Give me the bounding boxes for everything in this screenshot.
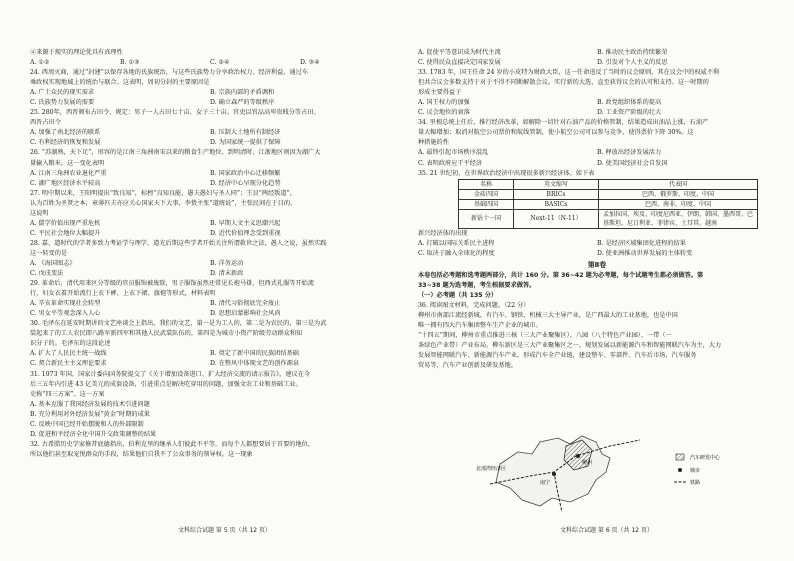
q24-options — [30, 88, 390, 98]
question-30: 30. 毛泽东在延安时期讲的文艺座谈会上指出，我们的文艺，第一是为工人的，第二是为农民的，第三是为武 — [30, 320, 327, 328]
q27-options — [30, 219, 390, 229]
text-line: 形成主要得益于 — [418, 89, 462, 97]
question-36: 36. 阅读图文材料，完成问题。（22 分） — [418, 301, 530, 309]
option: D. 确立森严的等级秩序 — [210, 99, 275, 107]
option: B. 早期人文主义思潮兴起 — [210, 219, 281, 227]
table-cell: 巴西、俄罗斯、印度、中国 — [599, 189, 758, 199]
option: A. 儒学价值出现严重危机 — [30, 219, 101, 227]
page-footer: 文科综合试题 第 5 页（共 12 页） — [178, 527, 271, 534]
option: A. 促使平等意识成为时代主流 — [418, 49, 501, 56]
question-28: 28. 嘉、道时代的学者多致力考证学与理学，道光后期这些学者开始关注所谓救世之法，愚人之说，虽然实践 — [30, 239, 327, 247]
option: D. 使亚洲推动世界发展的主体转变 — [597, 249, 693, 257]
section-description: 33~38 题为选考题，考生根据要求做答。 — [418, 281, 536, 289]
table-cell: 巴西、南非、印度、中国 — [599, 199, 758, 209]
option: C. 平民社会地位大幅提升 — [30, 229, 101, 237]
option: C. 湖广地区经济水平较高 — [30, 179, 101, 187]
q29-options — [30, 299, 390, 309]
option: A. 打破以国际关系民主进程 — [418, 239, 495, 247]
region-label: 北部湾经济区 — [476, 466, 507, 472]
city-marker — [552, 472, 556, 476]
option: D. ③④ — [300, 59, 320, 67]
legend-label: 城市 — [690, 468, 701, 474]
option: D. 思想启蒙影响社会风尚 — [210, 310, 281, 318]
q25-options — [30, 138, 390, 148]
option: B. 充分利用对外经济发展“黄金”时期的成果 — [30, 410, 150, 418]
text-line: 新兴经济体的出现 — [418, 229, 468, 237]
text-line: 行，妇女衣着开始流行上衣下裤、上衣下裙、旗袍等形式，材料表明 — [30, 290, 216, 298]
option: C. 取决于融入全球化的程度 — [418, 249, 495, 257]
option: C. 议会地位的衰落 — [418, 109, 470, 117]
option: B. 国家政治中心迁移频繁 — [210, 169, 281, 177]
table-header-cell: 名称 — [459, 179, 514, 189]
option: D. 在整风中体现文艺的创作源泉 — [210, 360, 300, 368]
legend-hatch — [676, 454, 684, 460]
q33-options — [418, 98, 776, 108]
text-line: 西晋占田令 — [30, 119, 61, 127]
question-26: 26. “苏湖熟，天下足”，形容的是江南三角洲南宋以来的粮食生产地位。到明清时，江浙地区则因为湖广大 — [30, 149, 321, 157]
option: A. 辛亥革命实现社会转型 — [30, 300, 101, 308]
option: C. 男女平等观念深入人心 — [30, 310, 101, 318]
option: A. 江南三角洲农业退化严重 — [30, 169, 107, 177]
option: D. 经济中心呈现分化趋势 — [210, 179, 281, 187]
text-line: 量大幅增加；取消对航空公司票价和航线管制，使小航空公司可以参与竞争，使得票价下降 30%。这 — [418, 129, 694, 137]
option: A. 最终引起市场秩序混乱 — [418, 149, 489, 157]
table-header-row — [459, 179, 758, 189]
core-label: 柳州 — [582, 460, 593, 466]
text-line: 这一转变的是 — [30, 249, 68, 257]
question-24: 24. 西周灭商，通过“封建”以保存各地的氏族统治，与这些氏族势力分享政治权力、经济利益，通过车 — [30, 69, 309, 77]
section-title: 第Ⅱ卷 — [587, 260, 607, 269]
table-row — [459, 189, 758, 199]
q26-options — [30, 169, 390, 179]
emerging-economies-table — [458, 179, 758, 229]
liuzhou-map — [470, 424, 760, 516]
question-29: 29. 革命后，清代用来区分等级的官员服饰被废除，男子服饰虽然还常见长袍马褂，但西式礼服等开始流 — [30, 280, 315, 288]
material-line: 贸易等，汽车产业创新及研发基地。 — [418, 362, 517, 370]
option: B. 推动民主政治持续繁荣 — [597, 49, 668, 56]
text-line: ④来源于现实的理论优具有真理性 — [30, 49, 123, 56]
table-header-cell: 英文缩写 — [514, 179, 599, 189]
option: B. 奠定了新中国的民族团结基础 — [210, 350, 299, 358]
text-line: 但共合议会多数支持于对于不得不同断解散会议。实行新的大选，直至获得议会的认可和支持。这一时期的 — [418, 79, 709, 87]
right-column — [418, 48, 776, 371]
legend-city-icon — [678, 468, 682, 472]
section-description: 本卷包括必考题和选考题两部分，共计 160 分。第 36~42 题为必考题，每个试题考生都必须做答。第 — [418, 271, 704, 279]
table-cell: 新钻十一国 — [459, 209, 514, 228]
material-line: 发展智能网联汽车、新能源汽车产业，形成汽车全产业链，建设整车、零部件、汽车后市场，汽车服务 — [418, 352, 697, 360]
text-line: 量输入粮米。这一变化表明 — [30, 159, 105, 167]
legend-label: 汽车研发中心 — [690, 455, 721, 461]
q24-options — [30, 98, 390, 108]
text-line: 认为百姓为圣贤之本，章薄匹夫亦应关心国家天下大事，李贽主张“道统说”，主张民间在于目的。 — [30, 199, 297, 207]
option: B. 压制大土地所有制经济 — [210, 129, 281, 137]
option: C. 有利经济的恢复和发展 — [30, 139, 101, 147]
option: A. 加强了南北经济的联系 — [30, 129, 101, 137]
option: B. 是经济区域集团化进程的结果 — [597, 239, 686, 247]
q34-options — [418, 148, 776, 158]
text-line: 所以他们甚至取宠悦群众的手段，结果他们自我不了公众事务的领导权。这一现象 — [30, 450, 253, 458]
option: B. 释放出经济发展活力 — [597, 149, 662, 157]
option: C. ②④ — [210, 59, 230, 67]
option: D. 为国家统一提供了保障 — [210, 139, 281, 147]
q23-options — [30, 58, 390, 68]
text-line: 种措施的性 — [418, 139, 449, 147]
left-column — [30, 48, 390, 460]
material-line: “十四五”期间，柳州市重点推进三核（三大产业聚集区）、八园（八个特色产业园）、一带（一 — [418, 332, 672, 340]
option: B. 政党组织体系的提高 — [597, 99, 662, 107]
option: A. 《海国图志》 — [30, 259, 76, 267]
material-line: 唯一拥有四大汽车集团整车生产企业的城市。 — [418, 321, 542, 329]
option: A. 广土众民的现实需求 — [30, 89, 95, 97]
option: B. 宗族内部的矛盾调和 — [210, 89, 275, 97]
table-header-cell: 代表国 — [599, 179, 758, 189]
option: D. 使美国经济社会自发国 — [597, 159, 668, 167]
option: A. 国王权力的加强 — [418, 99, 470, 107]
option: C. 反映中国已经开始摆脱和人的外部限制 — [30, 420, 144, 428]
table-row — [459, 209, 758, 228]
option: C. 使得民众直接决定国家发展 — [418, 59, 501, 67]
text-line: 装起来了的工人农民即八路军新四军和其他人民武装队伍的，第四是为城市小资产阶级劳动群众和知 — [30, 330, 303, 338]
q35-options — [418, 249, 776, 259]
option: D. 促进和平经济全化中国升交政策调整的结果 — [30, 430, 157, 438]
q35-options — [418, 239, 776, 249]
question-27: 27. 明中期以来，王阳明提出“致良知”，标榜“良知良能，愚夫愚妇与圣人同”；王艮“两经叛道”， — [30, 189, 296, 197]
table-cell: Next-11（N-11） — [514, 209, 599, 228]
option: C. 戊戌变法 — [30, 270, 64, 278]
option: A. 扩大了人民民主统一战线 — [30, 350, 107, 358]
q25-options — [30, 128, 390, 138]
option: B. 洋务运动 — [210, 259, 244, 267]
option: C. 氏族势力发展的需要 — [30, 99, 95, 107]
table-row — [459, 199, 758, 209]
table-cell: BRICs — [514, 189, 599, 199]
region-outline — [496, 436, 610, 506]
question-31: 31. 1973 年国，国家计委向国务院提交了《关于增加设备进口、扩大经济交流的请示报告》，建议在今 — [30, 370, 311, 378]
material-line: 柳州市南部江流经新城，有汽车、钢铁、机械三大主导产业，是广西最大的工业基地，也是中国 — [418, 311, 678, 319]
q29-options — [30, 309, 390, 319]
option: D. 引发对个人主义的反思 — [597, 59, 668, 67]
part-heading: （一）必考题（共 135 分） — [418, 291, 498, 299]
material-line: 条绿色产业带）产业布局。柳东新区是三大产业聚集区之一，规划发展以新能源汽车和智能网联汽车为主，大力 — [418, 342, 722, 350]
text-line: 识分子的。毛泽东的这段论述 — [30, 340, 111, 348]
question-35: 35. 21 世纪初，在世界政治经济中出现很多新兴经济体。如下表 — [418, 169, 595, 177]
option: D. 近代价值理念受到重视 — [210, 229, 281, 237]
legend-label: 铁路 — [690, 480, 701, 486]
option: B. ①③ — [120, 59, 140, 67]
question-25: 25. 280年，西晋颁布占田令，规定：男子一人占田七十亩，女子三十亩。官吏以官品高卑贵贱分等占田。 — [30, 109, 320, 117]
q32-options — [418, 58, 776, 68]
q32-options — [418, 48, 776, 58]
question-33: 33. 1783 年，国王任命 24 岁的小皮特为财政大臣，这一任命违反了当时的议会原则，其在议会中的权威不利 — [418, 69, 720, 77]
text-line: 这说明 — [30, 209, 49, 217]
q27-options — [30, 229, 390, 239]
option: C. 契合新民主主义理论要求 — [30, 360, 107, 368]
table-cell: BASICs — [514, 199, 599, 209]
option: D. 工业资产阶级的壮大 — [597, 109, 662, 117]
text-line: 乘政权实现地域上的统治与联合。这表明，周初分封的主要原因是 — [30, 79, 210, 87]
q26-options — [30, 179, 390, 189]
question-32: 32. 古希腊历史学家修昔底德指出，伯利克里的继承人们彼此不平等，而每个人都想要居于首要的地位， — [30, 440, 315, 448]
question-34: 34. 里根总统上任后，推行经济改革，如解除一切针对石油产品的价格管制，结果造成出油品上涨，石油产 — [418, 119, 709, 127]
city-marker — [576, 454, 580, 458]
q28-options — [30, 259, 390, 269]
q33-options — [418, 108, 776, 118]
q28-options — [30, 269, 390, 279]
q30-options — [30, 349, 390, 359]
q34-options — [418, 159, 776, 169]
city-label: 南宁 — [540, 480, 551, 486]
text-line: 史称“四三方案”。这一方案 — [30, 390, 105, 398]
table-cell: 孟加拉国、埃及、印度尼西亚、伊朗、韩国、墨西哥、巴基斯坦、尼日利亚、菲律宾、土耳其、越南 — [599, 209, 758, 228]
option: C. 表明政府应干平经济 — [418, 159, 483, 167]
q30-options — [30, 359, 390, 369]
table-cell: 金砖四国 — [459, 189, 514, 199]
text-line: 后三五年内引进 43 亿美元的成套设备，引进重点是解决吃穿用的问题，加强文农工业和基础工业。 — [30, 380, 302, 388]
option: B. 清代习俗彻底完全废止 — [210, 300, 281, 308]
option: A. 基本克服了我国经济发展的技术引进问题 — [30, 400, 150, 408]
option: D. 清末新政 — [210, 270, 244, 278]
table-cell: 基础四国 — [459, 199, 514, 209]
page-footer: 文科综合试题 第 6 页（共 12 页） — [560, 527, 653, 534]
option: A. ①② — [30, 59, 50, 67]
